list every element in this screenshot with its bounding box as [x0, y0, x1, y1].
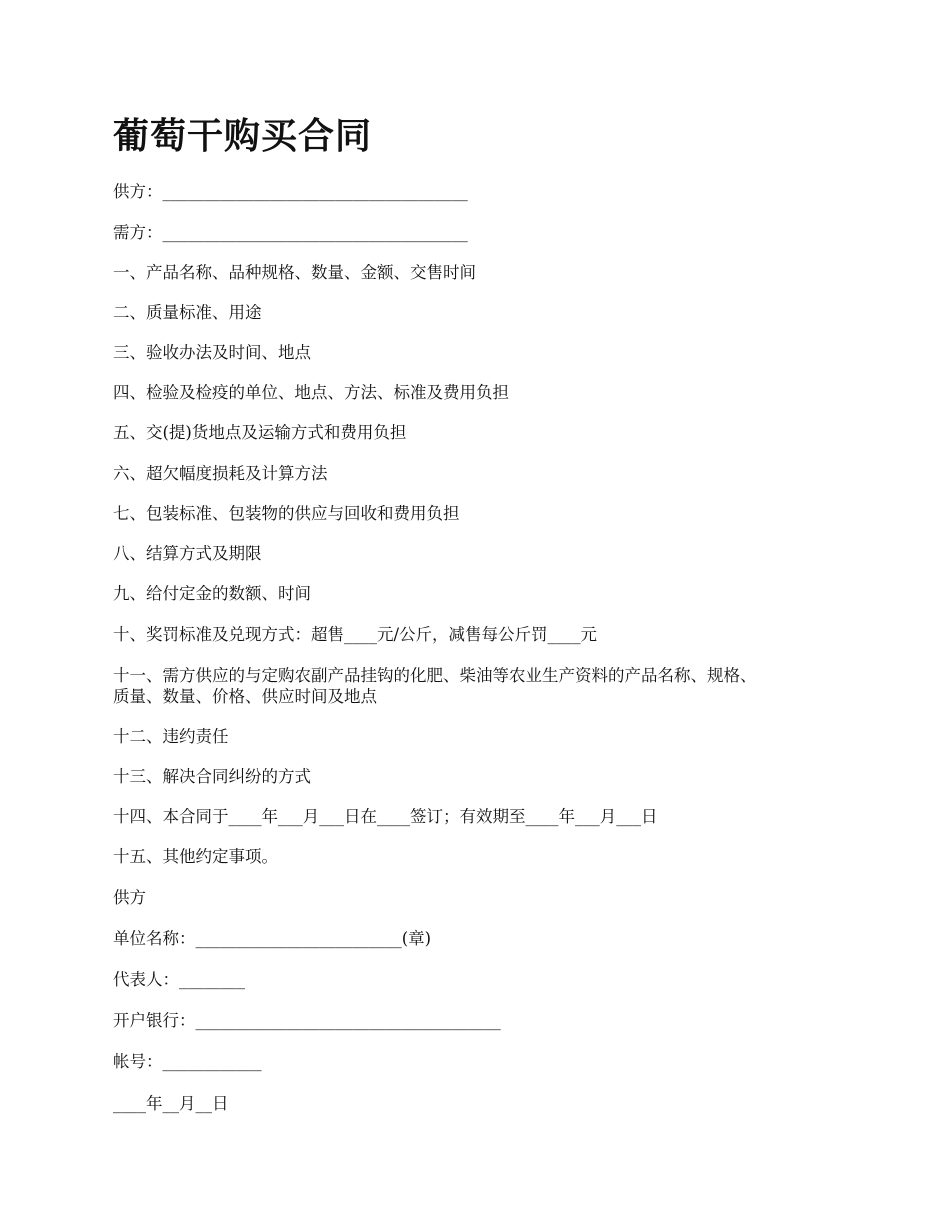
- signature-unit-name: 单位名称：_________________________(章): [113, 929, 432, 948]
- signature-representative: 代表人：________: [113, 970, 245, 989]
- clause-12: 十二、违约责任: [113, 727, 229, 746]
- signature-bank: 开户银行：_____________________________________: [113, 1011, 501, 1030]
- signature-date: ____年__月__日: [113, 1094, 229, 1113]
- clause-6: 六、超欠幅度损耗及计算方法: [113, 464, 328, 483]
- document-title: 葡萄干购买合同: [113, 115, 373, 157]
- clause-4: 四、检验及检疫的单位、地点、方法、标准及费用负担: [113, 383, 509, 402]
- clause-1: 一、产品名称、品种规格、数量、金额、交售时间: [113, 263, 476, 282]
- clause-3: 三、验收办法及时间、地点: [113, 343, 311, 362]
- clause-8: 八、结算方式及期限: [113, 544, 262, 563]
- clause-11-line-2: 质量、数量、价格、供应时间及地点: [113, 687, 377, 706]
- buyer-line: 需方：_____________________________________: [113, 223, 468, 242]
- clause-2: 二、质量标准、用途: [113, 303, 262, 322]
- supplier-line: 供方：_____________________________________: [113, 182, 468, 201]
- clause-10: 十、奖罚标准及兑现方式：超售____元/公斤，减售每公斤罚____元: [113, 625, 598, 644]
- clause-13: 十三、解决合同纠纷的方式: [113, 767, 311, 786]
- clause-14: 十四、本合同于____年___月___日在____签订；有效期至____年___月___日: [113, 807, 658, 826]
- clause-5: 五、交(提)货地点及运输方式和费用负担: [113, 423, 407, 442]
- signature-account: 帐号：____________: [113, 1052, 262, 1071]
- clause-7: 七、包装标准、包装物的供应与回收和费用负担: [113, 504, 460, 523]
- clause-15: 十五、其他约定事项。: [113, 847, 278, 866]
- clause-11-line-1: 十一、需方供应的与定购农副产品挂钩的化肥、柴油等农业生产资料的产品名称、规格、: [113, 666, 757, 685]
- signature-party: 供方: [113, 888, 146, 907]
- clause-9: 九、给付定金的数额、时间: [113, 584, 311, 603]
